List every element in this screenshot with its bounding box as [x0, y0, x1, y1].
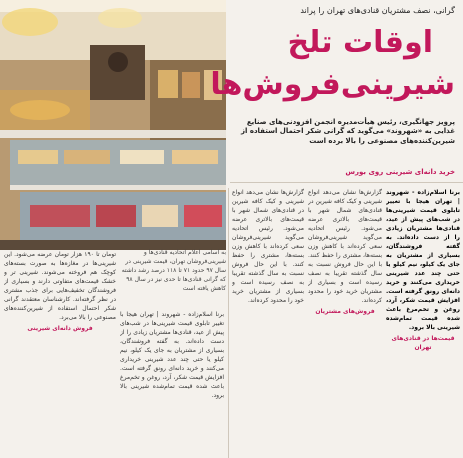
column-left-subhead: فروش دانه‌ای شیرینی	[27, 325, 93, 332]
column-left-2	[120, 310, 224, 456]
column-mid-right	[308, 188, 382, 456]
column-right-subhead: قیمت‌ها در قنادی‌های تهران	[391, 335, 455, 351]
column-mid-left-body: گزارش‌ها نشان می‌دهد انواع شیرینی و کیک کافه شیرین در قنادی‌های شمال شهر با قیمت‌های بالاتری عرضه می‌شود. رئیس اتحادیه می‌گوید شیرینی‌فروشان سعی کرده‌اند با کاهش وزن بسته‌ها، مشتری را حفظ کنند. با این حال فروش نسبت به سال گذشته تقریبا به نصف رسیده است و بسیاری از مشتریان خرید خود را محدود کرده‌اند.	[232, 189, 304, 304]
headline-line-1: اوقات تلخ	[287, 25, 433, 60]
column-mid-subhead: فروش‌های مشتریان	[315, 308, 375, 315]
supertitle: گرانی، نصف مشتریان قنادی‌های تهران را پراند	[300, 6, 455, 15]
headline-area	[210, 0, 463, 182]
column-left-2-body: برنا اسلام‌زاده - شهروند | تهران هیجا با تغییر تابلوی قیمت شیرینی‌ها در شب‌های پیش از عید، قنادی‌ها مشتریان زیادی را از دست داده‌اند. به گفته فروشندگان، بسیاری از مشتریان به جای یک کیلو، نیم کیلو یا حتی چند عدد شیرینی خریداری می‌کنند و خرید دانه‌ای رونق گرفته است. افزایش قیمت شکر، آرد، روغن و تخم‌مرغ باعث شده قیمت تمام‌شده شیرینی بالا برود.	[120, 311, 224, 399]
lead-paragraph: پرویز جهانگیری، رئیس هیأت‌مدیره انجمن افزودنی‌های صنایع غذایی به «شهروند» می‌گوید که گرانی شکر احتمال استفاده از شیرین‌کننده‌های مصنوعی را بالا برده است	[240, 118, 455, 145]
column-right	[386, 188, 460, 456]
headline-line-2: شیرینی‌فروش‌ها	[210, 67, 455, 102]
column-left-body: تومان تا ۱۹۰ هزار تومان عرضه می‌شود. این شیرینی‌ها در مغازه‌ها به صورت بسته‌های کوچک هم فروخته می‌شوند. شیرینی تر و خشک قیمت‌های متفاوتی دارند و بسیاری از فروشندگان تخفیف‌هایی برای جذب مشتری در نظر گرفته‌اند. کارشناسان معتقدند گرانی شکر احتمال استفاده از شیرین‌کننده‌های مصنوعی را بالا می‌برد.	[4, 251, 116, 321]
photo-caption: به اسامی اعلام اتحادیه قنادی‌ها و شیرینی‌فروشان تهران، قیمت شیرینی در سال ۹۷ حدود ۷۱ تا ۱۱۸ درصد رشد داشته که گرانی قنادی‌ها تا حدی نیز در سال ۹۸ کاهش یافته است	[121, 249, 226, 292]
column-mid-left	[232, 188, 304, 456]
column-right-body: برنا اسلام‌زاده - شهروند | تهران هیجا با تغییر تابلوی قیمت شیرینی‌ها در شب‌های پیش از عید، قنادی‌ها مشتریان زیادی را از دست داده‌اند. به گفته فروشندگان، بسیاری از مشتریان به جای یک کیلو، نیم کیلو یا حتی چند عدد شیرینی خریداری می‌کنند و خرید دانه‌ای رونق گرفته است. افزایش قیمت شکر، آرد، روغن و تخم‌مرغ باعث شده قیمت تمام‌شده شیرینی بالا برود.	[386, 189, 460, 331]
bakery-display-photo	[0, 0, 226, 250]
column-rule	[228, 188, 229, 458]
divider	[230, 182, 463, 183]
column-mid-right-body: گزارش‌ها نشان می‌دهد انواع شیرینی و کیک کافه شیرین در قنادی‌های شمال شهر با قیمت‌های بالاتری عرضه می‌شود. رئیس اتحادیه می‌گوید شیرینی‌فروشان سعی کرده‌اند با کاهش وزن بسته‌ها، مشتری را حفظ کنند. با این حال فروش نسبت به سال گذشته تقریبا به نصف رسیده است و بسیاری از مشتریان خرید خود را محدود کرده‌اند.	[308, 189, 382, 304]
column-left	[4, 250, 116, 456]
kicker: خرید دانه‌ای شیرینی روی بورس	[345, 168, 455, 176]
